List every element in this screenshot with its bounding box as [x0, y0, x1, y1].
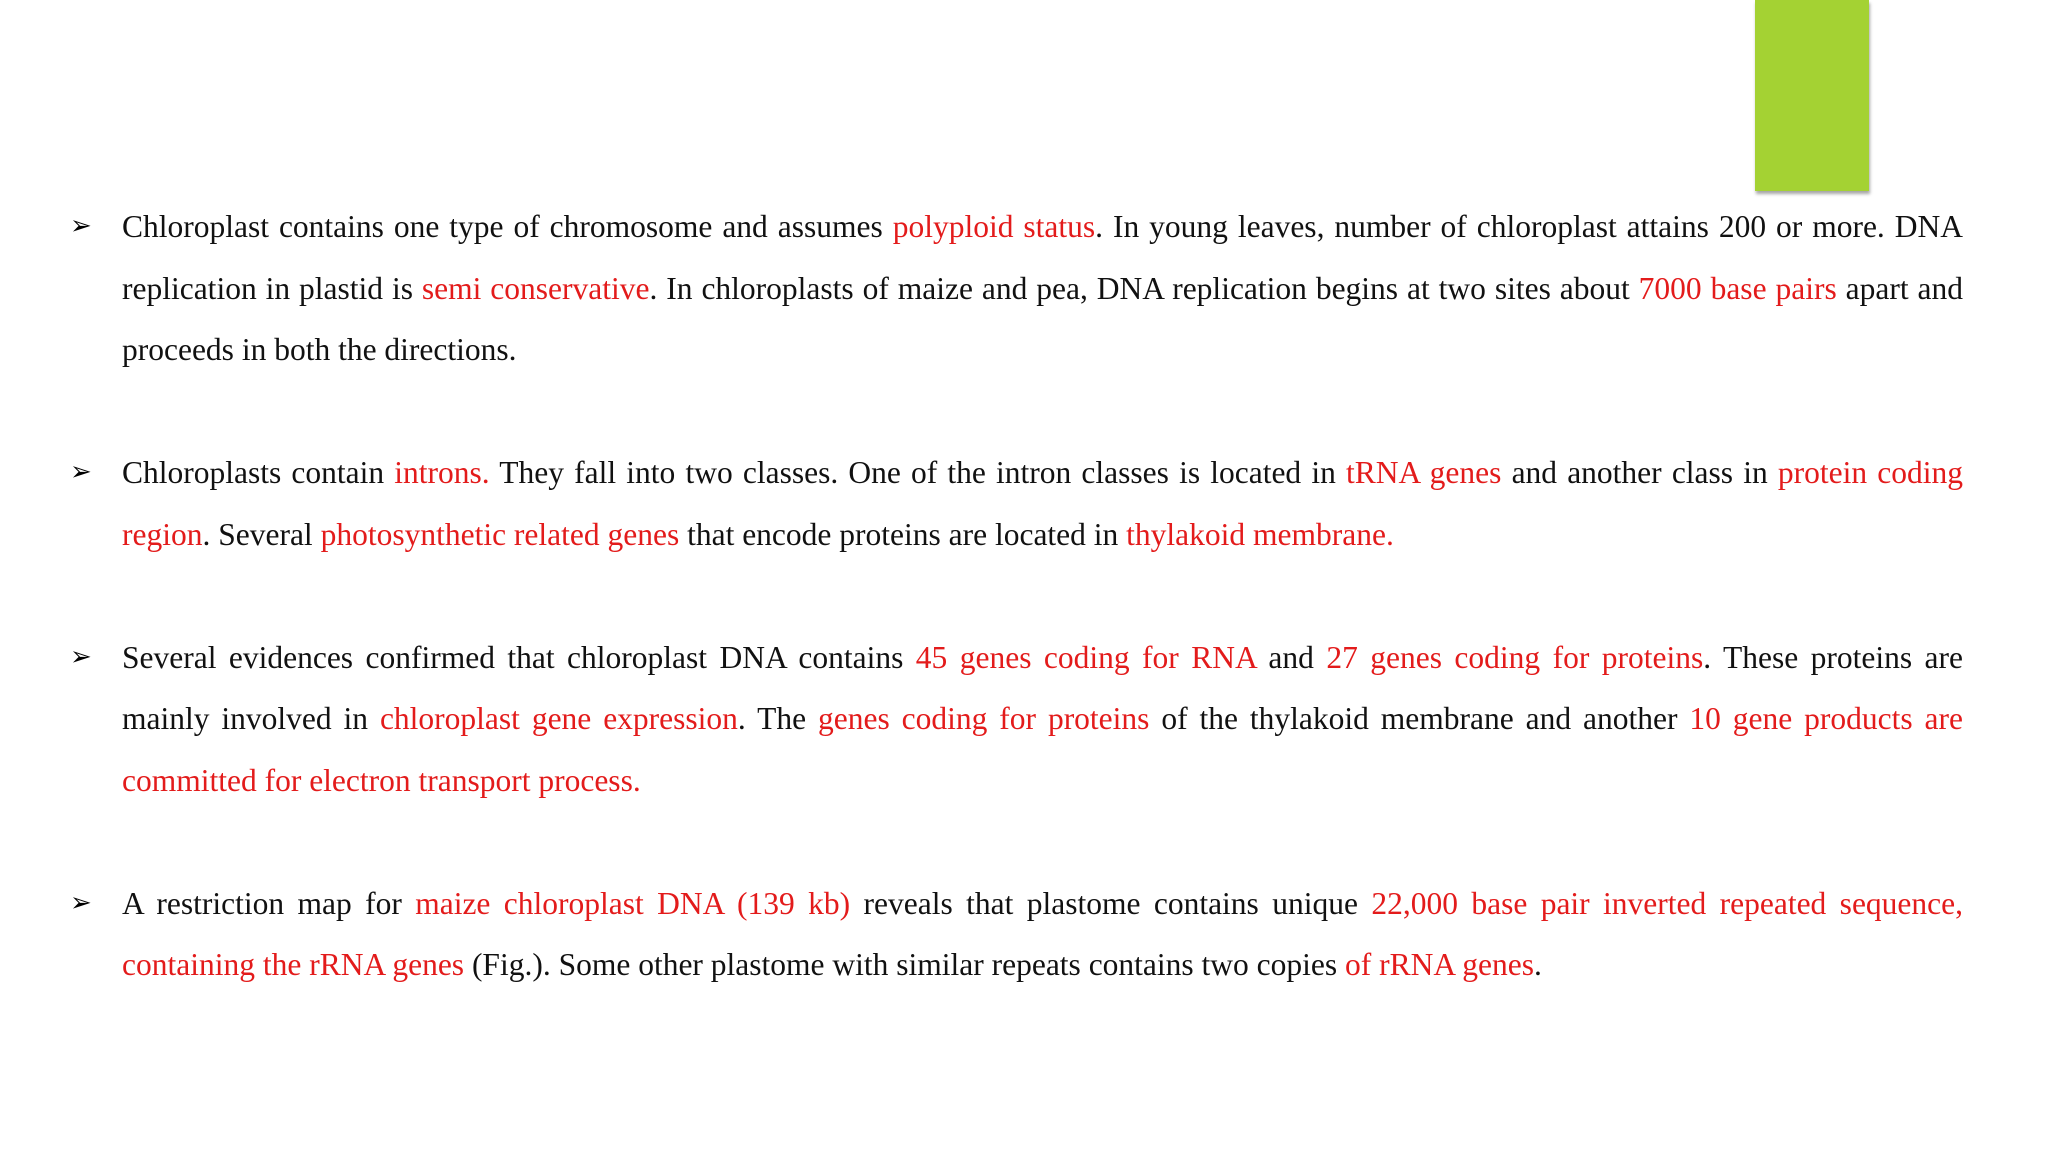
bullet-paragraph	[70, 873, 1963, 996]
text-segment: A restriction map for	[122, 885, 416, 921]
highlight-segment: chloroplast gene expression	[379, 701, 738, 736]
text-segment: . In chloroplasts of maize and pea, DNA replication begins at two sites about	[649, 270, 1639, 306]
text-segment: They fall into two classes. One of the intron classes is located in	[489, 455, 1346, 490]
highlight-segment: 7000 base pairs	[1638, 270, 1837, 306]
highlight-segment: polyploid status	[892, 209, 1096, 244]
text-segment: and another class in	[1501, 455, 1778, 490]
bullet-arrow-icon: ➢	[70, 887, 92, 918]
text-segment: (Fig.). Some other plastome with similar repeats contains two copies	[464, 947, 1346, 982]
highlight-segment: photosynthetic related genes	[320, 516, 680, 552]
highlight-segment: maize chloroplast DNA (139 kb)	[415, 885, 851, 921]
text-segment: and	[1255, 639, 1327, 675]
bullet-paragraph	[70, 442, 1963, 565]
bullet-arrow-icon: ➢	[70, 211, 92, 241]
bullet-arrow-icon: ➢	[70, 457, 92, 487]
highlight-segment: of rRNA genes	[1345, 947, 1535, 982]
bullet-arrow-icon: ➢	[70, 641, 92, 672]
text-segment: . The	[737, 701, 819, 736]
slide-content	[70, 196, 1963, 996]
text-segment: .	[1534, 947, 1542, 982]
highlight-segment: introns.	[394, 455, 490, 490]
highlight-segment: genes coding for proteins	[818, 701, 1150, 736]
highlight-segment: semi conservative	[421, 270, 650, 306]
text-segment: that encode proteins are located in	[679, 516, 1127, 552]
text-segment: Chloroplast contains one type of chromosome and assumes	[122, 209, 893, 244]
text-segment: reveals that plastome contains unique	[850, 885, 1372, 921]
highlight-segment: protein coding region	[122, 455, 1963, 552]
highlight-segment: 27 genes coding for proteins	[1326, 639, 1704, 675]
text-segment: Chloroplasts contain	[122, 455, 395, 490]
accent-bar	[1755, 0, 1869, 191]
bullet-paragraph	[70, 627, 1963, 812]
highlight-segment: 10 gene products are committed for electron transport process.	[122, 701, 1963, 798]
highlight-segment: 45 genes coding for RNA	[915, 639, 1256, 675]
text-segment: . Several	[202, 516, 321, 552]
highlight-segment: 22,000 base pair inverted repeated sequence, containing the rRNA genes	[122, 885, 1963, 982]
text-segment: . In young leaves, number of chloroplast attains 200 or more. DNA replication in plastid is	[122, 209, 1964, 306]
text-segment: apart and proceeds in both the directions.	[122, 270, 1963, 367]
highlight-segment: tRNA genes	[1346, 455, 1502, 490]
bullet-paragraph	[70, 196, 1963, 381]
text-segment: Several evidences confirmed that chloroplast DNA contains	[122, 639, 916, 675]
highlight-segment: thylakoid membrane.	[1126, 516, 1394, 552]
text-segment: of the thylakoid membrane and another	[1149, 701, 1690, 736]
text-segment: . These proteins are mainly involved in	[122, 639, 1963, 736]
